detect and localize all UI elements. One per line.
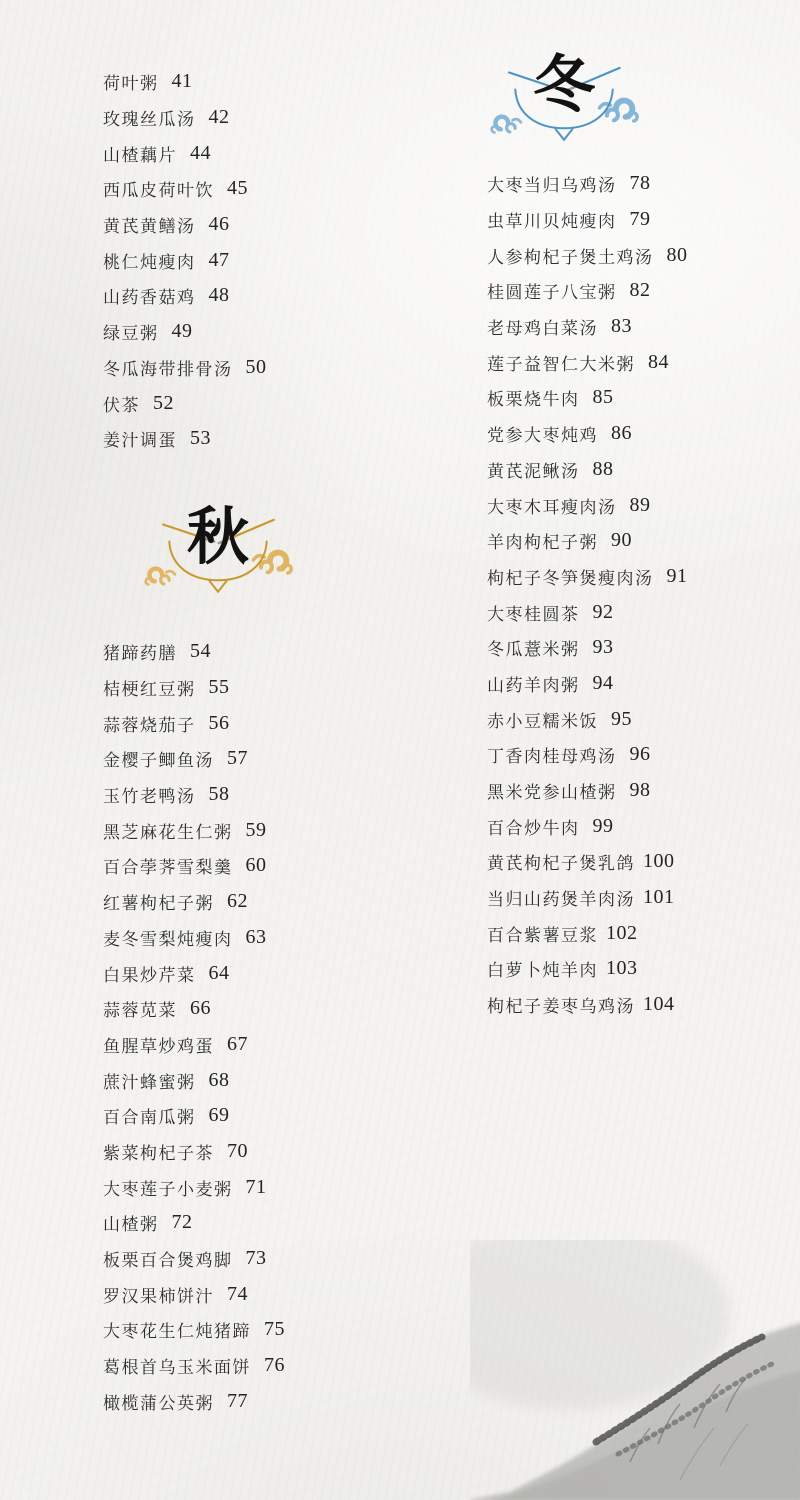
entry-title: 绿豆粥 [103,324,159,344]
toc-entry [103,777,316,813]
toc-entry [103,1312,316,1348]
entry-title: 羊肉枸杞子粥 [487,533,598,553]
ink-mountain-art [470,1240,800,1500]
toc-entry [103,1098,316,1134]
toc-entry [103,350,316,386]
toc-entry [487,202,679,238]
toc-entry [103,242,316,278]
entry-page-number: 103 [606,957,638,980]
toc-entry [487,309,679,345]
entry-page-number: 79 [629,208,651,231]
entry-title: 蒜蓉苋菜 [103,1001,177,1021]
entry-page-number: 53 [190,427,211,450]
toc-entry [103,1169,316,1205]
toc-entry [103,991,316,1027]
entry-title: 猪蹄药膳 [103,644,177,664]
entry-page-number: 56 [208,711,230,734]
toc-entry [487,844,679,880]
entry-title: 黄芪黄鳝汤 [103,217,196,237]
entry-page-number: 55 [208,676,230,699]
toc-entry [103,421,316,457]
entry-title: 金樱子鲫鱼汤 [103,751,214,771]
toc-entry [103,207,316,243]
entry-title: 山楂藕片 [103,145,177,165]
entry-page-number: 45 [227,177,248,200]
season-header-autumn [160,504,276,614]
toc-entry [103,171,316,207]
entry-page-number: 69 [208,1104,230,1127]
entry-title: 板栗烧牛肉 [487,390,580,410]
entry-title: 桃仁炖瘦肉 [103,252,196,272]
entry-title: 山药羊肉粥 [487,675,580,695]
entry-title: 老母鸡白菜汤 [487,319,598,339]
entry-page-number: 47 [208,248,230,271]
entry-page-number: 86 [611,422,632,445]
entry-title: 虫草川贝炖瘦肉 [487,212,617,232]
entry-page-number: 73 [245,1247,267,1270]
toc-entry [487,380,679,416]
entry-title: 玉竹老鸭汤 [103,787,196,807]
entry-page-number: 50 [245,355,267,378]
entry-page-number: 62 [227,890,248,913]
toc-entry [103,920,316,956]
entry-page-number: 90 [611,529,632,552]
entry-page-number: 96 [629,743,651,766]
toc-entry [487,666,679,702]
toc-entry [103,1205,316,1241]
entry-title: 玫瑰丝瓜汤 [103,110,196,130]
entry-page-number: 71 [245,1175,267,1198]
entry-title: 白萝卜炖羊肉 [487,961,598,981]
toc-entry [487,166,679,202]
toc-entry [487,344,679,380]
entry-page-number: 92 [592,600,614,623]
entry-page-number: 54 [190,640,211,663]
entry-page-number: 57 [227,747,248,770]
entry-page-number: 94 [592,671,614,694]
entry-page-number: 74 [227,1282,248,1305]
entry-page-number: 83 [611,315,632,338]
entry-title: 当归山药煲羊肉汤 [487,890,635,910]
toc-entry [487,987,679,1023]
entry-title: 黑米党参山楂粥 [487,783,617,803]
toc-entry [103,64,316,100]
entry-title: 蔗汁蜂蜜粥 [103,1072,196,1092]
toc-list-winter [487,166,688,1023]
entry-page-number: 88 [592,457,614,480]
toc-entry [487,701,679,737]
toc-entry [103,135,316,171]
entry-page-number: 68 [208,1068,230,1091]
entry-page-number: 77 [227,1389,248,1412]
toc-entry [103,100,316,136]
entry-title: 黄芪泥鳅汤 [487,461,580,481]
entry-title: 姜汁调蛋 [103,431,177,451]
season-title-autumn: 秋 [186,504,249,572]
toc-entry [103,314,316,350]
toc-entry [103,741,316,777]
entry-title: 百合炒牛肉 [487,818,580,838]
entry-title: 冬瓜海带排骨汤 [103,359,233,379]
entry-title: 大枣桂圆茶 [487,604,580,624]
toc-entry [487,273,679,309]
season-title-winter: 冬 [532,52,595,120]
entry-page-number: 78 [629,172,651,195]
toc-entry [487,416,679,452]
entry-page-number: 89 [629,493,651,516]
entry-title: 红薯枸杞子粥 [103,894,214,914]
entry-title: 橄榄蒲公英粥 [103,1393,214,1413]
entry-page-number: 98 [629,779,651,802]
entry-page-number: 66 [190,997,211,1020]
entry-page-number: 99 [592,814,614,837]
toc-list-summer [103,64,316,457]
entry-title: 桔梗红豆粥 [103,680,196,700]
toc-entry [103,1027,316,1063]
entry-title: 鱼腥草炒鸡蛋 [103,1036,214,1056]
entry-title: 大枣莲子小麦粥 [103,1179,233,1199]
toc-entry [103,1276,316,1312]
toc-entry [103,385,316,421]
entry-title: 罗汉果柿饼汁 [103,1286,214,1306]
entry-page-number: 48 [208,284,230,307]
toc-entry [103,705,316,741]
toc-entry [103,848,316,884]
entry-title: 黑芝麻花生仁粥 [103,822,233,842]
entry-page-number: 76 [264,1354,285,1377]
entry-page-number: 80 [666,243,688,266]
entry-page-number: 58 [208,783,230,806]
entry-title: 冬瓜薏米粥 [487,640,580,660]
entry-title: 丁香肉桂母鸡汤 [487,747,617,767]
entry-page-number: 72 [171,1211,193,1234]
entry-page-number: 104 [643,993,675,1016]
toc-entry [103,1062,316,1098]
toc-entry [103,1241,316,1277]
entry-page-number: 42 [208,106,230,129]
toc-entry [487,951,679,987]
toc-entry [487,594,679,630]
toc-entry [487,559,688,595]
entry-page-number: 41 [171,70,193,93]
entry-title: 紫菜枸杞子茶 [103,1143,214,1163]
toc-list-autumn [103,634,316,1419]
entry-title: 蒜蓉烧茄子 [103,715,196,735]
toc-entry [487,737,679,773]
entry-title: 枸杞子冬笋煲瘦肉汤 [487,568,654,588]
toc-entry [103,1134,316,1170]
toc-entry [103,634,316,670]
toc-entry [487,630,679,666]
entry-page-number: 59 [245,818,267,841]
entry-title: 大枣花生仁炖猪蹄 [103,1322,251,1342]
toc-entry [103,670,316,706]
entry-page-number: 75 [264,1318,285,1341]
entry-page-number: 100 [643,850,675,873]
entry-page-number: 102 [606,921,638,944]
entry-title: 赤小豆糯米饭 [487,711,598,731]
entry-title: 百合南瓜粥 [103,1108,196,1128]
entry-title: 山药香菇鸡 [103,288,196,308]
entry-page-number: 52 [153,391,174,414]
toc-entry [487,915,679,951]
entry-title: 百合紫薯豆浆 [487,925,598,945]
entry-page-number: 93 [592,636,614,659]
entry-page-number: 82 [629,279,651,302]
entry-page-number: 46 [208,213,230,236]
season-header-winter [506,52,622,162]
entry-page-number: 44 [190,141,211,164]
toc-entry [487,487,679,523]
entry-page-number: 64 [208,961,230,984]
entry-title: 党参大枣炖鸡 [487,426,598,446]
entry-page-number: 67 [227,1032,248,1055]
entry-page-number: 63 [245,925,267,948]
toc-entry [103,812,316,848]
entry-title: 人参枸杞子煲土鸡汤 [487,247,654,267]
entry-title: 白果炒芹菜 [103,965,196,985]
toc-entry [487,452,679,488]
entry-page-number: 91 [666,564,688,587]
entry-title: 荷叶粥 [103,74,159,94]
toc-entry [487,523,679,559]
entry-page-number: 95 [611,707,632,730]
toc-entry [487,880,679,916]
entry-page-number: 49 [171,320,193,343]
entry-page-number: 101 [643,886,675,909]
toc-entry [487,773,679,809]
entry-title: 板栗百合煲鸡脚 [103,1251,233,1271]
entry-title: 麦冬雪梨炖瘦肉 [103,929,233,949]
entry-page-number: 85 [592,386,614,409]
entry-page-number: 84 [648,350,669,373]
toc-entry [487,808,679,844]
entry-page-number: 70 [227,1139,248,1162]
toc-entry [487,237,688,273]
entry-page-number: 60 [245,854,267,877]
entry-title: 莲子益智仁大米粥 [487,354,635,374]
entry-title: 西瓜皮荷叶饮 [103,181,214,201]
entry-title: 山楂粥 [103,1215,159,1235]
entry-title: 百合荸荠雪梨羹 [103,858,233,878]
entry-title: 葛根首乌玉米面饼 [103,1358,251,1378]
entry-title: 枸杞子姜枣乌鸡汤 [487,997,635,1017]
toc-entry [103,955,316,991]
entry-title: 大枣当归乌鸡汤 [487,176,617,196]
toc-entry [103,1383,316,1419]
toc-entry [103,278,316,314]
entry-title: 大枣木耳瘦肉汤 [487,497,617,517]
toc-entry [103,884,316,920]
entry-title: 伏茶 [103,395,140,415]
entry-title: 桂圆莲子八宝粥 [487,283,617,303]
entry-title: 黄芪枸杞子煲乳鸽 [487,854,635,874]
toc-entry [103,1348,316,1384]
